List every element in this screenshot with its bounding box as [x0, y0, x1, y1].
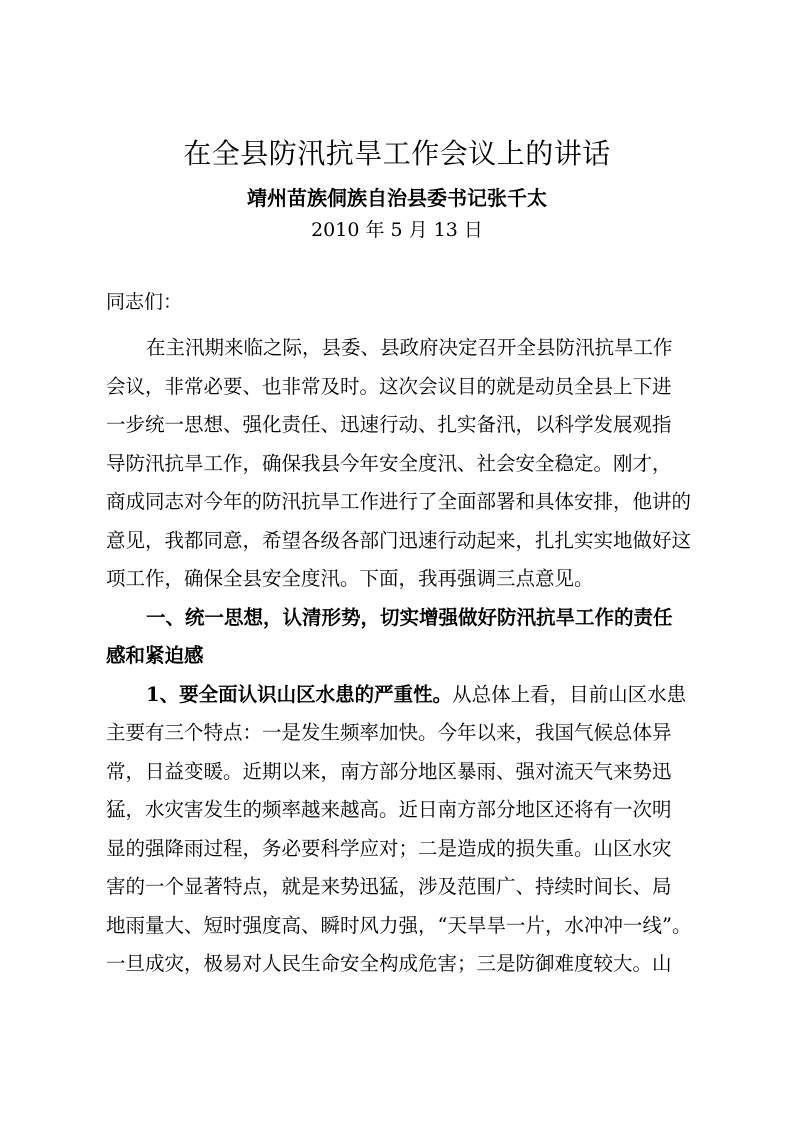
paragraph-line: 主要有三个特点：一是发生频率加快。今年以来，我国气候总体异 [106, 721, 672, 744]
paragraph-line: 猛，水灾害发生的频率越来越高。近日南方部分地区还将有一次明 [106, 798, 672, 821]
point-1-lead: 1、要全面认识山区水患的严重性。 [146, 682, 453, 706]
document-subtitle: 靖州苗族侗族自治县委书记张千太 [247, 186, 547, 210]
paragraph-line: 在主汛期来临之际，县委、县政府决定召开全县防汛抗旱工作 [146, 336, 673, 359]
paragraph-line: 显的强降雨过程，务必要科学应对；二是造成的损失重。山区水灾 [106, 836, 672, 860]
paragraph-line: 意见，我都同意，希望各级各部门迅速行动起来，扎扎实实地做好这 [106, 528, 692, 552]
document-date: 2010 年 5 月 13 日 [311, 219, 483, 241]
paragraph-line: 地雨量大、短时强度高、瞬时风力强，“天旱旱一片，水冲冲一线”。 [106, 913, 692, 937]
section-heading-1 [106, 599, 692, 676]
paragraph-line: 常，日益变暖。近期以来，南方部分地区暴雨、强对流天气来势迅 [106, 759, 672, 783]
intro-paragraph [106, 329, 692, 599]
document-body [106, 290, 692, 984]
document-title: 在全县防汛抗旱工作会议上的讲话 [183, 137, 611, 170]
greeting: 同志们： [106, 291, 183, 313]
paragraph-line: 一旦成灾，极易对人民生命安全构成危害；三是防御难度较大。山 [106, 952, 672, 975]
paragraph-line: 导防汛抗旱工作，确保我县今年安全度汛、社会安全稳定。刚才， [106, 451, 672, 475]
paragraph-line: 一步统一思想、强化责任、迅速行动、扎实备汛，以科学发展观指 [106, 413, 672, 436]
paragraph-line: 商成同志对今年的防汛抗旱工作进行了全面部署和具体安排，他讲的 [106, 490, 692, 513]
paragraph-line: 项工作，确保全县安全度汛。下面，我再强调三点意见。 [106, 567, 594, 590]
paragraph-line: 会议，非常必要、也非常及时。这次会议目的就是动员全县上下进 [106, 374, 672, 398]
point-1-paragraph [106, 676, 692, 984]
heading-line: 感和紧迫感 [106, 644, 204, 667]
paragraph-line: 害的一个显著特点，就是来势迅猛，涉及范围广、持续时间长、局 [106, 875, 672, 898]
point-1-first-line-rest: 从总体上看，目前山区水患 [452, 682, 687, 706]
heading-line: 一、统一思想，认清形势，切实增强做好防汛抗旱工作的责任 [146, 605, 673, 629]
paragraph-line [106, 676, 692, 715]
